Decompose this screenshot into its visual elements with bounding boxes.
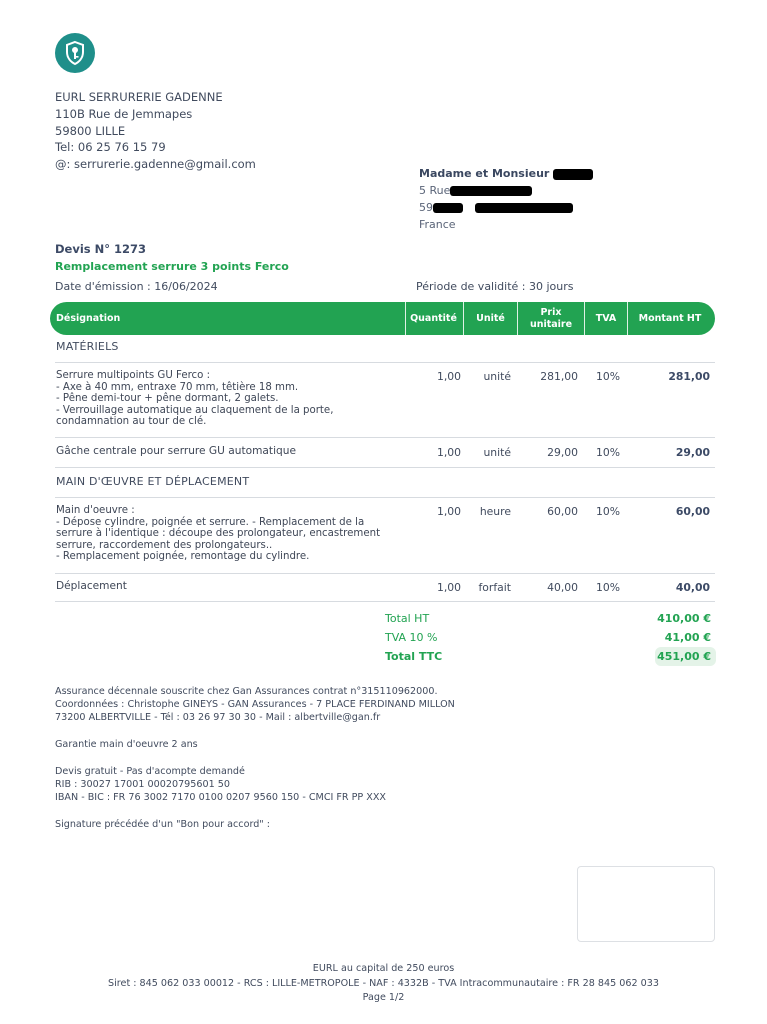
row-4-amount: 40,00 <box>675 581 710 594</box>
validity-period: Période de validité : 30 jours <box>416 280 574 293</box>
company-name: EURL SERRURERIE GADENNE <box>55 90 223 104</box>
signature-box[interactable] <box>577 866 715 942</box>
row-2-description <box>56 446 401 458</box>
row-4-unit: forfait <box>478 581 511 594</box>
iban-line: IBAN - BIC : FR 76 3002 7170 0100 0207 9560 150 - CMCI FR PP XXX <box>55 792 386 803</box>
insurance-notes <box>55 685 455 724</box>
total-vat-value: 41,00 € <box>664 631 711 644</box>
client-address <box>419 165 593 233</box>
description-line: Serrure multipoints GU Ferco : <box>56 370 211 381</box>
insurance-line-3: 73200 ALBERTVILLE - Tél : 03 26 97 30 30 - Mail : albertville@gan.fr <box>55 712 381 723</box>
total-vat-label: TVA 10 % <box>385 631 438 644</box>
description-line: Gâche centrale pour serrure GU automatique <box>56 445 296 457</box>
redaction-bar <box>450 186 532 196</box>
quote-number: Devis N° 1273 <box>55 242 147 256</box>
description-line: - Axe à 40 mm, entraxe 70 mm, têtière 18 mm. <box>56 381 299 393</box>
footer-capital: EURL au capital de 250 euros <box>312 963 455 974</box>
row-3-price: 60,00 <box>547 505 578 518</box>
guarantee-note: Garantie main d'oeuvre 2 ans <box>55 739 198 750</box>
row-2-amount: 29,00 <box>675 446 710 459</box>
company-phone: Tel: 06 25 76 15 79 <box>55 140 166 155</box>
row-3-vat: 10% <box>596 505 620 518</box>
redaction-bar <box>475 203 573 213</box>
free-quote-line: Devis gratuit - Pas d'acompte demandé <box>55 766 245 777</box>
total-ttc-value: 451,00 € <box>657 650 711 663</box>
insurance-line-2: Coordonnées : Christophe GINEYS - GAN Assurances - 7 PLACE FERDINAND MILLON <box>55 699 455 710</box>
description-line: - Pêne demi-tour + pêne dormant, 2 galets. <box>56 393 279 405</box>
row-3-unit: heure <box>479 505 511 518</box>
company-logo-shield-key-icon <box>55 33 95 73</box>
description-line: serrure, raccordement des prolongateurs.. <box>56 539 273 551</box>
divider <box>55 362 715 363</box>
total-ht-value: 410,00 € <box>657 612 711 625</box>
row-2-qty: 1,00 <box>436 446 461 459</box>
row-1-price: 281,00 <box>540 370 578 383</box>
row-1-description <box>56 370 401 428</box>
header-unit-price-line1: Prix <box>540 306 562 318</box>
row-4-vat: 10% <box>596 581 620 594</box>
header-vat: TVA <box>595 312 617 324</box>
section-materials: MATÉRIELS <box>56 340 119 353</box>
header-designation: Désignation <box>56 312 121 324</box>
row-1-vat: 10% <box>596 370 620 383</box>
company-city: 59800 LILLE <box>55 123 126 138</box>
redaction-bar <box>433 203 463 213</box>
section-labour: MAIN D'ŒUVRE ET DÉPLACEMENT <box>56 475 250 488</box>
footer-legal: Siret : 845 062 033 00012 - RCS : LILLE-METROPOLE - NAF : 4332B - TVA Intracommunautaire : FR 28 845 062 033 <box>108 977 659 989</box>
footer <box>0 962 767 1006</box>
insurance-line-1: Assurance décennale souscrite chez Gan Assurances contrat n°315110962000. <box>55 686 438 697</box>
signature-label: Signature précédée d'un "Bon pour accord" : <box>55 819 271 830</box>
company-street: 110B Rue de Jemmapes <box>55 106 193 121</box>
description-line: - Verrouillage automatique au claquement de la porte, <box>56 404 334 416</box>
redaction-bar <box>553 169 593 180</box>
company-email: @: serrurerie.gadenne@gmail.com <box>55 157 256 172</box>
company-address <box>55 89 256 173</box>
description-line: serrure à l'identique : découpe des prolongateur, encastrement <box>56 528 381 540</box>
description-line: condamnation au tour de clé. <box>56 416 207 428</box>
client-country: France <box>419 218 456 231</box>
row-1-unit: unité <box>483 370 511 383</box>
description-line: Déplacement <box>56 580 127 592</box>
row-2-price: 29,00 <box>547 446 578 459</box>
client-name: Madame et Monsieur <box>419 167 550 180</box>
row-3-amount: 60,00 <box>675 505 710 518</box>
issue-date: Date d'émission : 16/06/2024 <box>55 280 218 293</box>
description-line: - Dépose cylindre, poignée et serrure. - Remplacement de la <box>56 516 365 528</box>
row-2-unit: unité <box>483 446 511 459</box>
client-postcode: 59 <box>419 201 433 214</box>
divider <box>55 601 715 602</box>
header-unit: Unité <box>476 312 505 324</box>
rib-line: RIB : 30027 17001 00020795601 50 <box>55 779 230 790</box>
divider <box>55 497 715 498</box>
header-quantity: Quantité <box>410 312 457 324</box>
quote-subject: Remplacement serrure 3 points Ferco <box>55 260 289 273</box>
client-street: 5 Rue <box>419 184 451 197</box>
divider <box>55 467 715 468</box>
divider <box>55 437 715 438</box>
row-3-qty: 1,00 <box>436 505 461 518</box>
table-header <box>50 302 715 335</box>
row-3-description <box>56 505 401 563</box>
header-unit-price <box>518 302 584 335</box>
description-line: Main d'oeuvre : <box>56 505 135 516</box>
footer-page: Page 1/2 <box>362 992 405 1003</box>
row-1-qty: 1,00 <box>436 370 461 383</box>
row-4-description <box>56 581 401 593</box>
row-4-qty: 1,00 <box>436 581 461 594</box>
header-amount: Montant HT <box>638 312 702 324</box>
divider <box>55 573 715 574</box>
total-ttc-label: Total TTC <box>385 650 443 663</box>
payment-notes <box>55 765 386 804</box>
row-1-amount: 281,00 <box>668 370 710 383</box>
total-ht-label: Total HT <box>385 612 430 625</box>
description-line: - Remplacement poignée, remontage du cylindre. <box>56 551 310 563</box>
header-unit-price-line2: unitaire <box>529 318 573 330</box>
row-2-vat: 10% <box>596 446 620 459</box>
row-4-price: 40,00 <box>547 581 578 594</box>
